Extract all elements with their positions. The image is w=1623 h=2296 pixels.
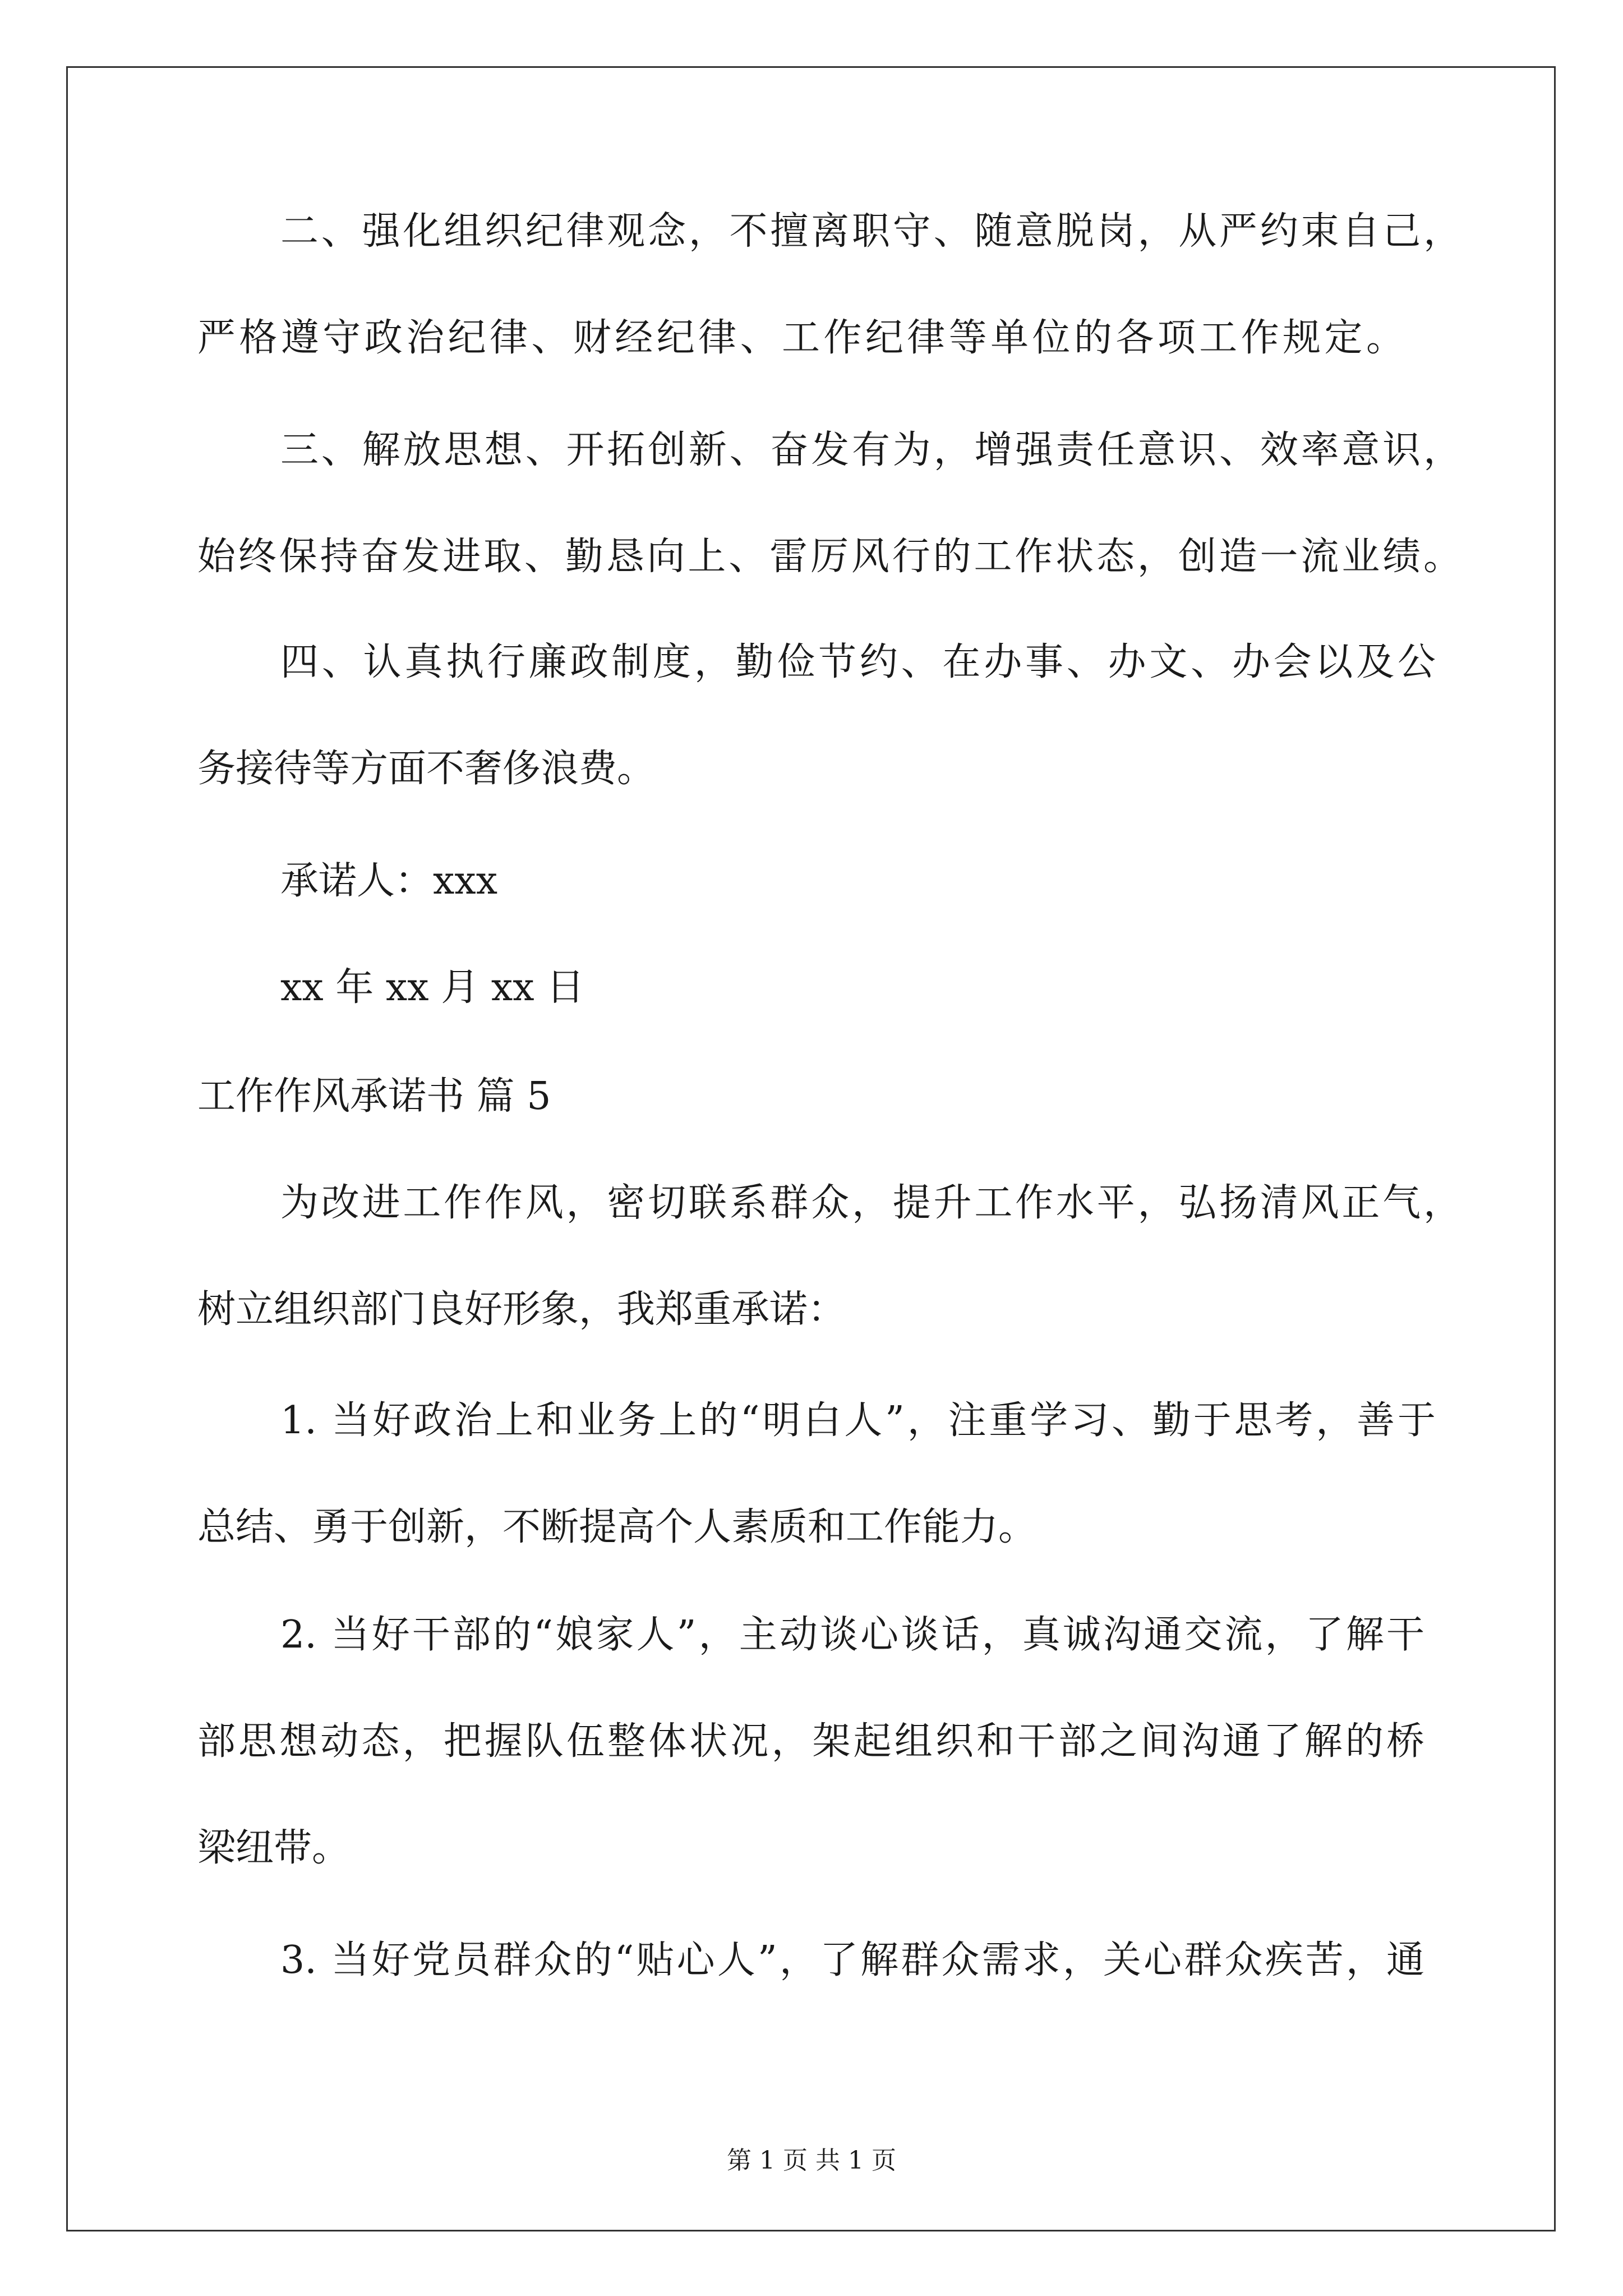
paragraph-6-line-2: 部思想动态，把握队伍整体状况，架起组织和干部之间沟通了解的桥 — [197, 1719, 1424, 1764]
paragraph-4-line-1: 为改进工作作风，密切联系群众，提升工作水平，弘扬清风正气， — [280, 1181, 1461, 1225]
paragraph-1-line-2: 严格遵守政治纪律、财经纪律、工作纪律等单位的各项工作规定。 — [197, 316, 1404, 360]
paragraph-5-line-2: 总结、勇于创新，不断提高个人素质和工作能力。 — [197, 1505, 1037, 1549]
page-number-footer: 第 1 页 共 1 页 — [727, 2146, 896, 2175]
paragraph-6-line-3: 梁纽带。 — [197, 1826, 351, 1870]
paragraph-3-line-1: 四、认真执行廉政制度，勤俭节约、在办事、办文、办会以及公 — [280, 640, 1436, 684]
section-heading: 工作作风承诺书 篇 5 — [197, 1074, 551, 1119]
paragraph-2-line-1: 三、解放思想、开拓创新、奋发有为，增强责任意识、效率意识， — [280, 428, 1461, 472]
paragraph-3-line-2: 务接待等方面不奢侈浪费。 — [197, 747, 656, 791]
paragraph-5-line-1: 1. 当好政治上和业务上的“明白人”，注重学习、勤于思考，善于 — [280, 1398, 1436, 1443]
page-border — [66, 66, 1556, 2231]
paragraph-4-line-2: 树立组织部门良好形象，我郑重承诺： — [197, 1287, 846, 1332]
paragraph-7-line-1: 3. 当好党员群众的“贴心人”，了解群众需求，关心群众疾苦，通 — [280, 1938, 1424, 1982]
paragraph-1-line-1: 二、强化组织纪律观念，不擅离职守、随意脱岗，从严约束自己， — [280, 209, 1461, 254]
paragraph-6-line-1: 2. 当好干部的“娘家人”，主动谈心谈话，真诚沟通交流，了解干 — [280, 1613, 1424, 1657]
promisor-signature: 承诺人：xxx — [280, 859, 498, 903]
paragraph-2-line-2: 始终保持奋发进取、勤恳向上、雷厉风行的工作状态，创造一流业绩。 — [197, 535, 1461, 579]
signature-date: xx 年 xx 月 xx 日 — [280, 965, 585, 1010]
